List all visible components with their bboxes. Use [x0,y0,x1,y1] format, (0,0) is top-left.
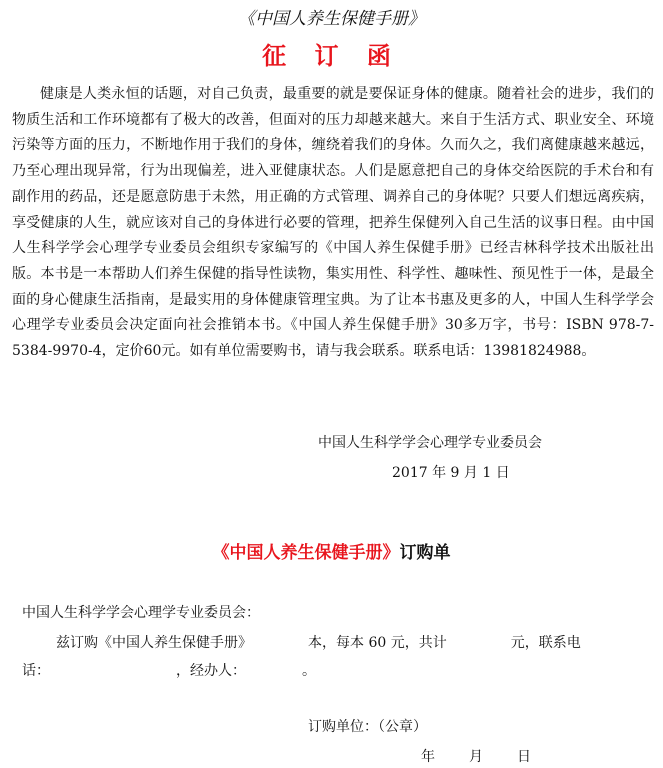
letter-title: 征 订 函 [262,41,401,70]
order-date-year: 年 [421,749,435,765]
order-line-quantity [56,632,656,652]
order-line1-text-c: 元，联系电 [510,635,581,651]
letter-signature: 中国人生科学学会心理学专业委员会 [318,435,542,451]
order-line-contact [22,660,316,680]
order-addressee: 中国人生科学学会心理学专业委员会： [22,605,260,621]
letter-body: 健康是人类永恒的话题，对自己负责，最重要的就是要保证身体的健康。随着社会的进步，我们的物质生活和工作环境都有了极大的改善，但面对的压力却越来越大。来自于生活方式、职业安全、环境污染等方面的压力，不断地作用于我们的身体，缠绕着我们的身体。久而久之，我们离健康越来越远，乃至心理出现异常，行为出现偏差，进入亚健康状态。人们是愿意把自己的身体交给医院的手术台和有副作用的药品，还是愿意防患于未然，用正确的方式管理、调养自己的身体呢？只要人们想远离疾病，享受健康的人生，就应该对自己的身体进行必要的管理，把养生保健列入自己生活的议事日程。由中国人生科学学会心理学专业委员会组织专家编写的《中国人养生保健手册》已经吉林科学技术出版社出版。本书是一本帮助人们养生保健的指导性读物，集实用性、科学性、趣味性、预见性于一体，是最全面的身心健康生活指南，是最实用的身体健康管理宝典。为了让本书惠及更多的人，中国人生科学学会心理学专业委员会决定面向社会推销本书。《中国人养生保健手册》30多万字，书号：ISBN 978-7-5384-9970-4，定价60元。如有单位需要购书，请与我会联系。联系电话：13981824988。 [12,86,654,360]
order-date-day: 日 [517,749,531,765]
order-date-month: 月 [469,749,483,765]
order-line1-text-b: 本，每本 60 元，共计 [308,635,447,651]
letter-date: 2017 年 9 月 1 日 [392,465,510,481]
order-line2-text-c: 。 [302,663,316,679]
order-line2-text-a: 话： [22,663,50,679]
order-title-suffix: 订购单 [399,543,451,563]
order-form-title [0,538,663,563]
order-line2-text-b: ，经办人： [176,663,246,679]
order-date-fields [421,746,531,766]
book-title-heading: 《中国人养生保健手册》 [238,9,425,29]
order-line1-text-a: 兹订购《中国人养生保健手册》 [56,635,252,651]
order-title-book: 《中国人养生保健手册》 [212,543,400,563]
ordering-unit-stamp: 订购单位：（公章） [308,719,427,735]
